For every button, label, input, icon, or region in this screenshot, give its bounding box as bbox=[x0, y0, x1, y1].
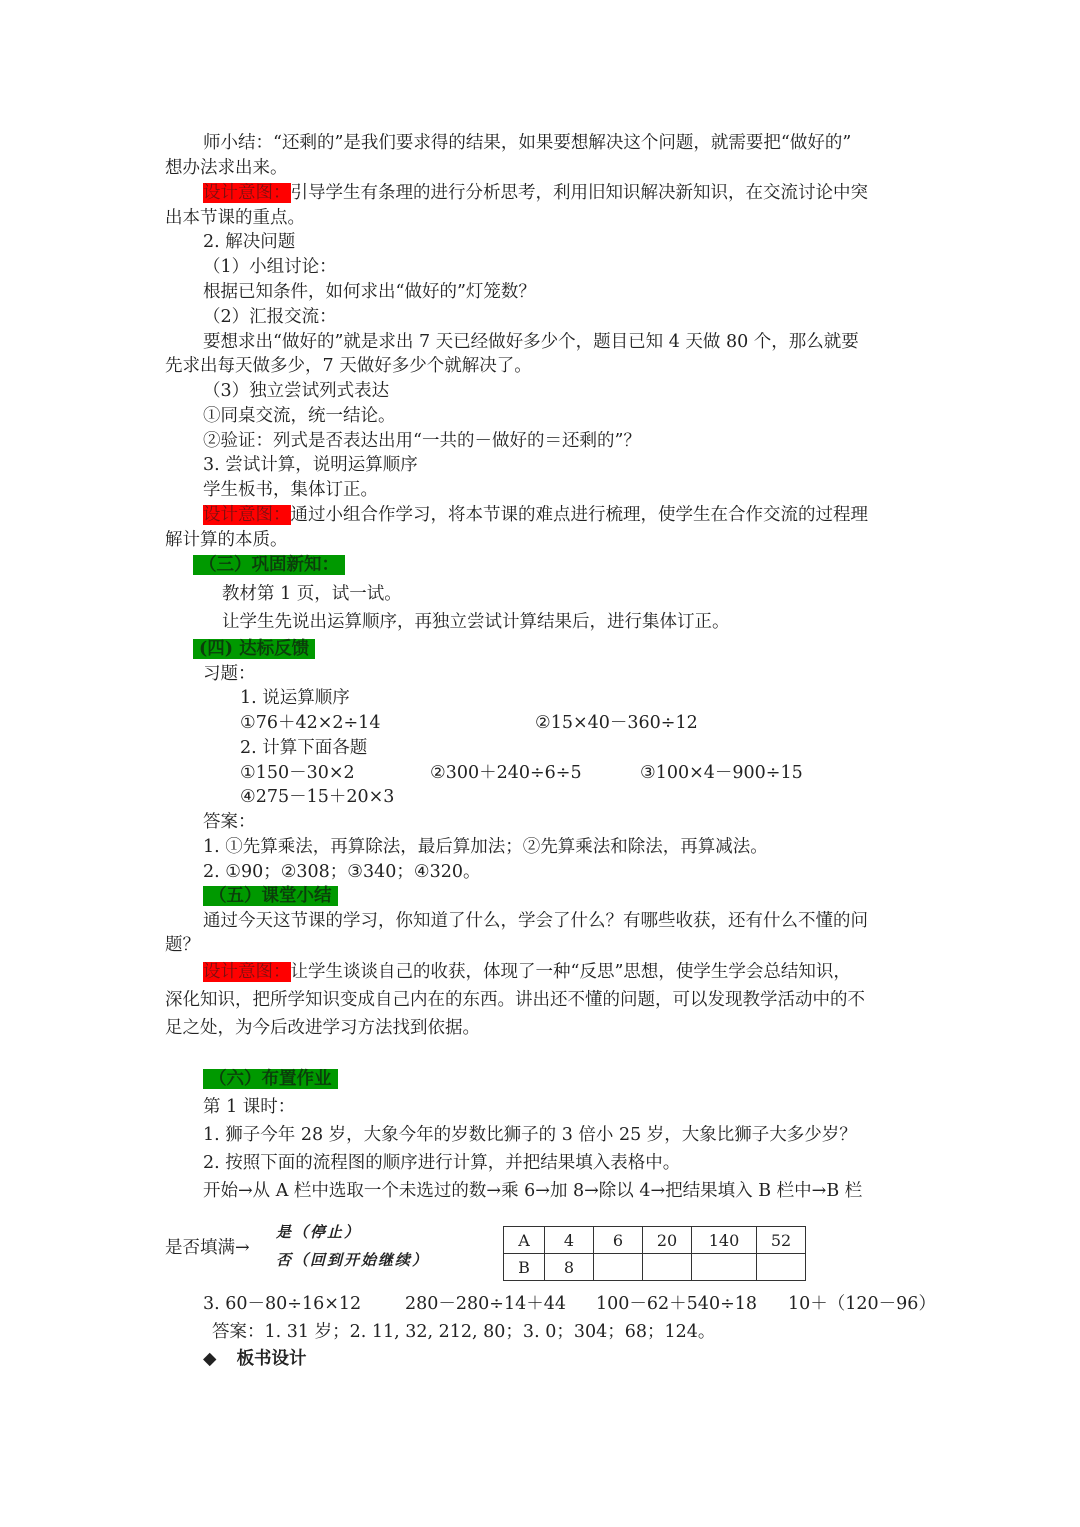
sub-try: （3）独立尝试列式表达 bbox=[203, 381, 390, 401]
table-cell: 20 bbox=[643, 1227, 692, 1254]
summary-line-2: 想办法求出来。 bbox=[165, 158, 288, 178]
table-cell: A bbox=[504, 1227, 545, 1254]
homework-3d: 10＋（120－96） bbox=[788, 1294, 936, 1314]
flowchart-line: 开始→从 A 栏中选取一个未选过的数→乘 6→加 8→除以 4→把结果填入 B 栏中→B 栏 bbox=[203, 1181, 863, 1201]
exercise-2a: ①150－30×2 bbox=[240, 763, 355, 783]
diamond-bullet-icon: ◆ bbox=[203, 1349, 217, 1369]
section-summary bbox=[203, 884, 338, 908]
sub-discuss: （1）小组讨论： bbox=[203, 257, 337, 277]
answer-2: 2. ①90；②308；③340；④320。 bbox=[203, 862, 481, 882]
board-design-heading bbox=[203, 1347, 307, 1371]
homework-2: 2. 按照下面的流程图的顺序进行计算，并把结果填入表格中。 bbox=[203, 1153, 681, 1173]
section-label: (四) 达标反馈 bbox=[193, 639, 315, 659]
board-design-label: 板书设计 bbox=[236, 1349, 307, 1369]
homework-3b: 280－280÷14＋44 bbox=[405, 1294, 567, 1314]
exercise-2b: ②300＋240÷6÷5 bbox=[430, 763, 582, 783]
design-intent-text: 引导学生有条理的进行分析思考，利用旧知识解决新知识，在交流讨论中突 bbox=[290, 183, 868, 203]
section-consolidate bbox=[193, 553, 345, 577]
homework-answers: 答案：1. 31 岁；2. 11, 32, 212, 80；3. 0；304；68；124。 bbox=[212, 1322, 716, 1342]
heading-solve: 2. 解决问题 bbox=[203, 232, 296, 252]
table-row bbox=[504, 1254, 806, 1281]
section-homework bbox=[203, 1067, 338, 1091]
table-cell: 8 bbox=[545, 1254, 594, 1281]
sub-report-text-1: 要想求出“做好的”就是求出 7 天已经做好多少个，题目已知 4 天做 80 个，那么就要 bbox=[203, 332, 859, 352]
sub-report: （2）汇报交流： bbox=[203, 307, 337, 327]
design-intent-text: 让学生谈谈自己的收获，体现了一种“反思”思想，使学生学会总结知识， bbox=[290, 962, 851, 982]
heading-calc-text: 学生板书，集体订正。 bbox=[203, 480, 378, 500]
flowchart-yes: 是（停止） bbox=[276, 1223, 362, 1241]
exercise-1: 1. 说运算顺序 bbox=[240, 688, 350, 708]
design-intent-3-cont-2: 足之处，为今后改进学习方法找到依据。 bbox=[165, 1018, 480, 1038]
table-cell bbox=[643, 1254, 692, 1281]
exercise-2c: ③100×4－900÷15 bbox=[640, 763, 803, 783]
homework-3a: 3. 60－80÷16×12 bbox=[203, 1294, 362, 1314]
table-cell: 4 bbox=[545, 1227, 594, 1254]
answer-label: 答案： bbox=[203, 812, 256, 832]
table-cell: 6 bbox=[594, 1227, 643, 1254]
design-intent-1-cont: 出本节课的重点。 bbox=[165, 208, 305, 228]
summary-line-1: 师小结：“还剩的”是我们要求得的结果，如果要想解决这个问题，就需要把“做好的” bbox=[203, 133, 852, 153]
section-label: （五）课堂小结 bbox=[203, 886, 338, 906]
design-intent-text: 通过小组合作学习，将本节课的难点进行梳理，使学生在合作交流的过程理 bbox=[290, 505, 868, 525]
table-cell bbox=[757, 1254, 806, 1281]
section-feedback bbox=[193, 637, 315, 661]
summary-text-2: 题？ bbox=[165, 935, 200, 955]
design-intent-tag: 设计意图： bbox=[203, 505, 291, 525]
design-intent-3-cont-1: 深化知识，把所学知识变成自己内在的东西。讲出还不懂的问题，可以发现教学活动中的不 bbox=[165, 990, 865, 1010]
exercise-1b: ②15×40－360÷12 bbox=[535, 713, 698, 733]
consolidate-text-2: 让学生先说出运算顺序，再独立尝试计算结果后，进行集体订正。 bbox=[222, 612, 730, 632]
consolidate-text-1: 教材第 1 页，试一试。 bbox=[222, 584, 402, 604]
design-intent-1 bbox=[203, 181, 868, 205]
flowchart-question: 是否填满→ bbox=[165, 1238, 250, 1258]
table-cell: 140 bbox=[692, 1227, 757, 1254]
table-cell: 52 bbox=[757, 1227, 806, 1254]
design-intent-2 bbox=[203, 503, 868, 527]
homework-1: 1. 狮子今年 28 岁，大象今年的岁数比狮子的 3 倍小 25 岁，大象比狮子大多少岁？ bbox=[203, 1125, 857, 1145]
table-cell bbox=[594, 1254, 643, 1281]
exercise-label: 习题： bbox=[203, 664, 256, 684]
section-label: （三）巩固新知： bbox=[193, 555, 345, 575]
section-label: （六）布置作业 bbox=[203, 1069, 338, 1089]
summary-text-1: 通过今天这节课的学习，你知道了什么，学会了什么？有哪些收获，还有什么不懂的问 bbox=[203, 911, 868, 931]
answer-1: 1. ①先算乘法，再算除法，最后算加法；②先算乘法和除法，再算减法。 bbox=[203, 837, 768, 857]
sub-try-a: ①同桌交流，统一结论。 bbox=[203, 406, 396, 426]
flowchart-no: 否（回到开始继续） bbox=[276, 1251, 430, 1269]
design-intent-3 bbox=[203, 960, 851, 984]
design-intent-2-cont: 解计算的本质。 bbox=[165, 530, 288, 550]
exercise-1a: ①76＋42×2÷14 bbox=[240, 713, 381, 733]
sub-report-text-2: 先求出每天做多少，7 天做好多少个就解决了。 bbox=[165, 356, 532, 376]
homework-3c: 100－62＋540÷18 bbox=[596, 1294, 758, 1314]
design-intent-tag: 设计意图： bbox=[203, 183, 291, 203]
homework-lesson: 第 1 课时： bbox=[203, 1097, 296, 1117]
table-cell: B bbox=[504, 1254, 545, 1281]
heading-calc: 3. 尝试计算，说明运算顺序 bbox=[203, 455, 418, 475]
table-row bbox=[504, 1227, 806, 1254]
sub-discuss-text: 根据已知条件，如何求出“做好的”灯笼数？ bbox=[203, 282, 536, 302]
ab-table bbox=[503, 1226, 806, 1281]
exercise-2: 2. 计算下面各题 bbox=[240, 738, 368, 758]
sub-try-b: ②验证：列式是否表达出用“一共的－做好的＝还剩的”？ bbox=[203, 431, 641, 451]
table-cell bbox=[692, 1254, 757, 1281]
design-intent-tag: 设计意图： bbox=[203, 962, 291, 982]
exercise-2d: ④275－15＋20×3 bbox=[240, 787, 395, 807]
